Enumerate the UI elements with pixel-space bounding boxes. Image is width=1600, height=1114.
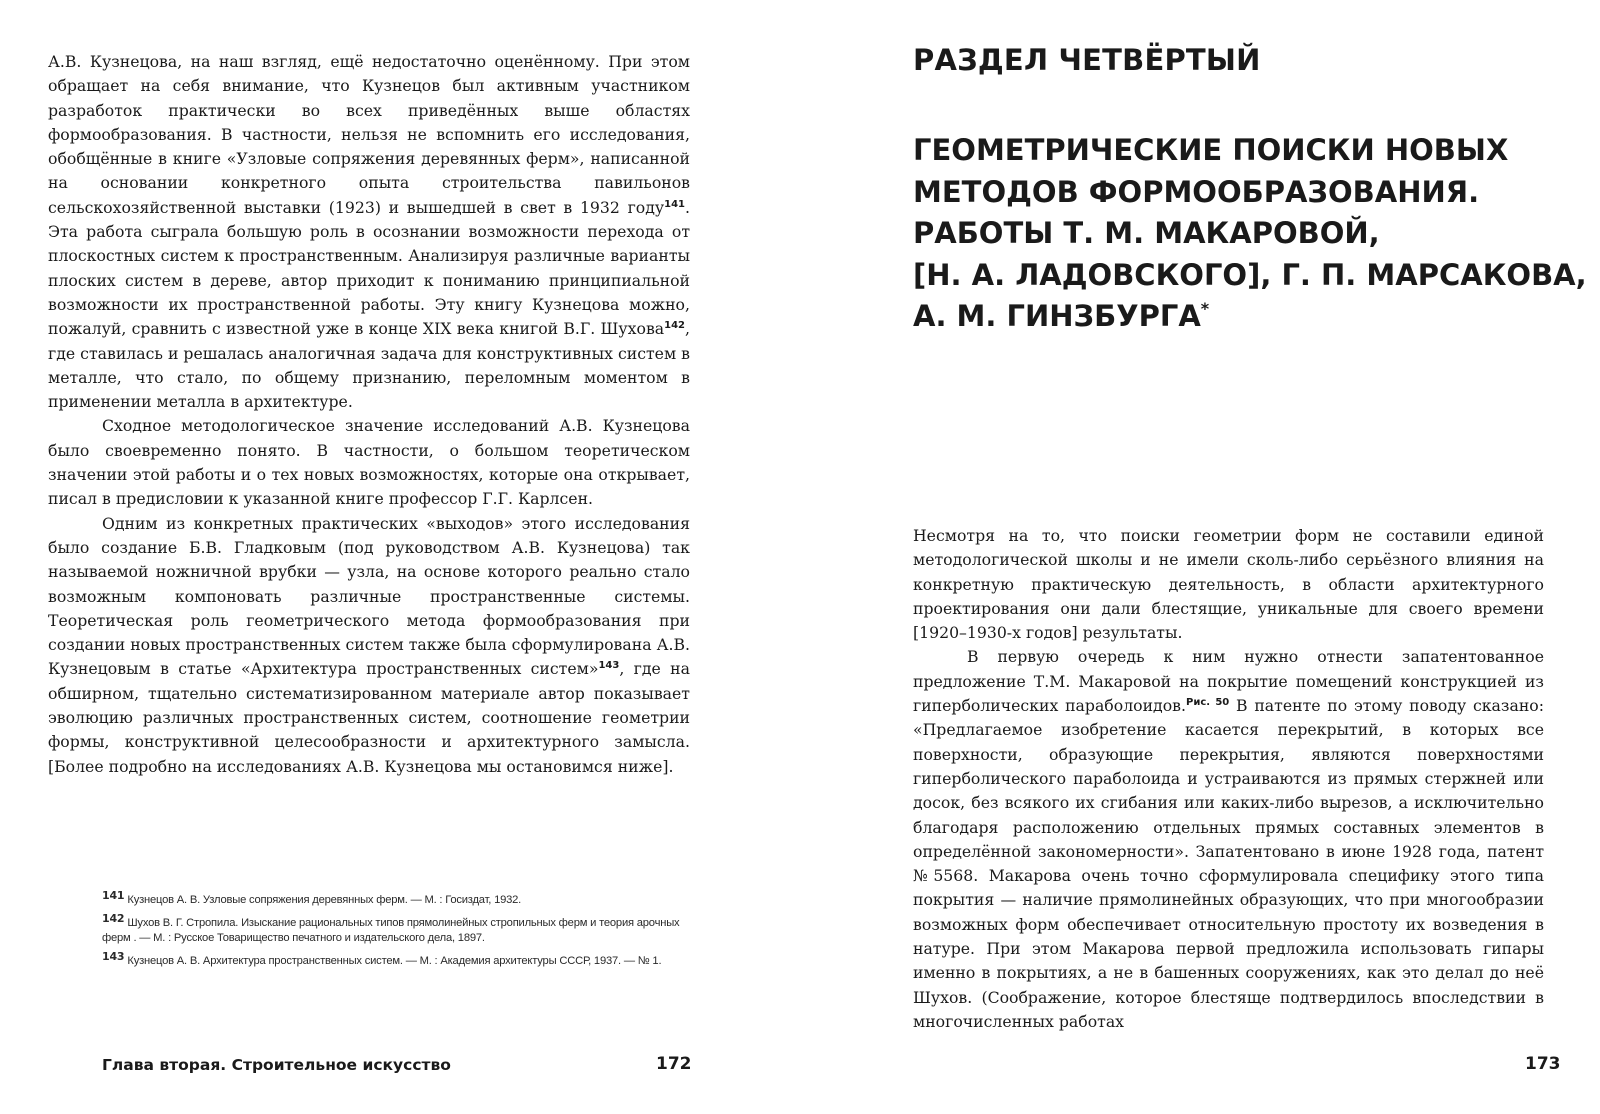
title-line: А. М. ГИНЗБУРГА (913, 299, 1201, 333)
title-line: [Н. А. ЛАДОВСКОГО], Г. П. МАРСАКОВА, (913, 257, 1587, 292)
reference-mark: 143 (598, 660, 620, 672)
title-line: МЕТОДОВ ФОРМООБРАЗОВАНИЯ. (913, 174, 1480, 209)
text-run: В патенте по этому поводу сказано: «Предлагаемое изобретение касается перекрытий, в которых все поверхности, образующие перекрытия, являются поверхностями гиперболического параболоида и устраиваются из прямых стержней или досок, без всякого их сгибания или каких-либо вырезов, а исключительно благодаря расположению отдельных прямых составных элементов в определённой закономерности». Запатентовано в июне 1928 года, патент №5568. Макарова очень точно сформулировала специфику этого типа покрытия — наличие прямолинейных образующих, что при многообразии возможных форм обеспечивает относительную простоту их возведения в натуре. При этом Макарова первой предложила использовать гипары именно в покрытиях, а не в башенных сооружениях, как это делал до неё Шухов. (Соображение, которое блестяще подтвердилось впоследствии в многочисленных работах (913, 696, 1545, 1031)
title-line: ГЕОМЕТРИЧЕСКИЕ ПОИСКИ НОВЫХ (913, 133, 1509, 167)
text-run: . Эта работа сыграла большую роль в осознании возможности перехода от плоскостных систем к пространственным. Анализируя различные варианты плоских систем в дереве, автор приходит к пониманию принципиальной возможности их пространственной работы. Эту книгу Кузнецова можно, пожалуй, сравнить с известной уже в конце XIX века книгой В.Г. Шухова (48, 197, 690, 339)
running-footer: Глава вторая. Строительное искусство (102, 1056, 451, 1074)
footnote-number: 142 (102, 912, 125, 925)
left-body-text (48, 50, 690, 779)
footnote-number: 141 (102, 889, 125, 902)
footnote-text: Кузнецов А. В. Узловые сопряжения деревянных ферм. — М. : Госиздат, 1932. (127, 894, 522, 906)
text-run: Несмотря на то, что поиски геометрии форм не составили единой методологической школы и не имели сколь-либо серьёзного влияния на конкретную практическую деятельность, в области архитектурного проектирования они дали блестящие, уникальные для своего времени [1920–1930-х годов] результаты. (913, 526, 1544, 643)
page-number-left: 172 (656, 1054, 692, 1074)
footnote-text: Шухов В. Г. Стропила. Изыскание рациональных типов прямолинейных стропильных ферм и теория арочных ферм . — М. : Русское Товарищество печатного и издательского дела, 1897. (102, 917, 680, 944)
right-body-text (913, 524, 1544, 1034)
paragraph (48, 414, 690, 511)
page-number-right: 173 (1525, 1054, 1561, 1074)
footnotes (102, 889, 702, 977)
footnote-143 (102, 950, 702, 969)
chapter-title (913, 130, 1587, 338)
paragraph (48, 512, 690, 779)
paragraph (913, 524, 1544, 645)
paragraph (913, 645, 1544, 1034)
footnote-142 (102, 912, 702, 946)
right-page (800, 0, 1600, 1114)
text-run: , где ставилась и решалась аналогичная задача для конструктивных систем в металле, что стало, по общему признанию, переломным моментом в применении металла в архитектуре. (48, 319, 690, 412)
title-line-last (913, 296, 1573, 338)
title-line: РАБОТЫ Т. М. МАКАРОВОЙ, (913, 216, 1380, 250)
text-run: , где на обширном, тщательно систематизированном материале автор показывает эволюцию различных пространственных систем, соотношение геометрии формы, конструктивной целесообразности и архитектурного замысла. [Более подробно на исследованиях А.В. Кузнецова мы остановимся ниже]. (48, 659, 690, 776)
footnote-text: Кузнецов А. В. Архитектура пространственных систем. — М. : Академия архитектуры СССР, 1937. — № 1. (127, 955, 662, 967)
paragraph (48, 50, 690, 414)
text-run: В первую очередь к ним нужно отнести запатентованное предложение Т.М. Макаровой на покрытие помещений конструкцией из гиперболических параболоидов. (913, 647, 1544, 716)
text-run: Сходное методологическое значение исследований А.В. Кузнецова было своевременно понято. В частности, о большом теоретическом значении этой работы и о тех новых возможностях, которые она открывает, писал в предисловии к указанной книге профессор Г.Г. Карлсен. (48, 416, 690, 509)
text-run: Одним из конкретных практических «выходов» этого исследования было создание Б.В. Гладковым (под руководством А.В. Кузнецова) так называемой ножничной врубки — узла, на основе которого реально стало возможным компоновать различные пространственные системы. Теоретическая роль геометрического метода формообразования при создании новых пространственных систем также была сформулирована А.В. Кузнецовым в статье «Архитектура пространственных систем» (48, 513, 690, 679)
title-footnote-mark: * (1200, 299, 1210, 318)
reference-mark: 141 (664, 198, 685, 210)
section-label: РАЗДЕЛ ЧЕТВЁРТЫЙ (913, 43, 1261, 77)
reference-mark: 142 (664, 320, 685, 332)
footnote-number: 143 (102, 950, 125, 963)
reference-mark: Рис. 50 (1185, 697, 1230, 709)
footnote-141 (102, 889, 702, 908)
text-run: А.В. Кузнецова, на наш взгляд, ещё недостаточно оценённому. При этом обращает на себя внимание, что Кузнецов был активным участником разработок практически во всех приведённых выше областях формообразования. В частности, нельзя не вспомнить его исследования, обобщённые в книге «Узловые сопряжения деревянных ферм», написанной на основании конкретного опыта строительства павильонов сельскохозяйственной выставки (1923) и вышедшей в свет в 1932 году (48, 52, 690, 217)
